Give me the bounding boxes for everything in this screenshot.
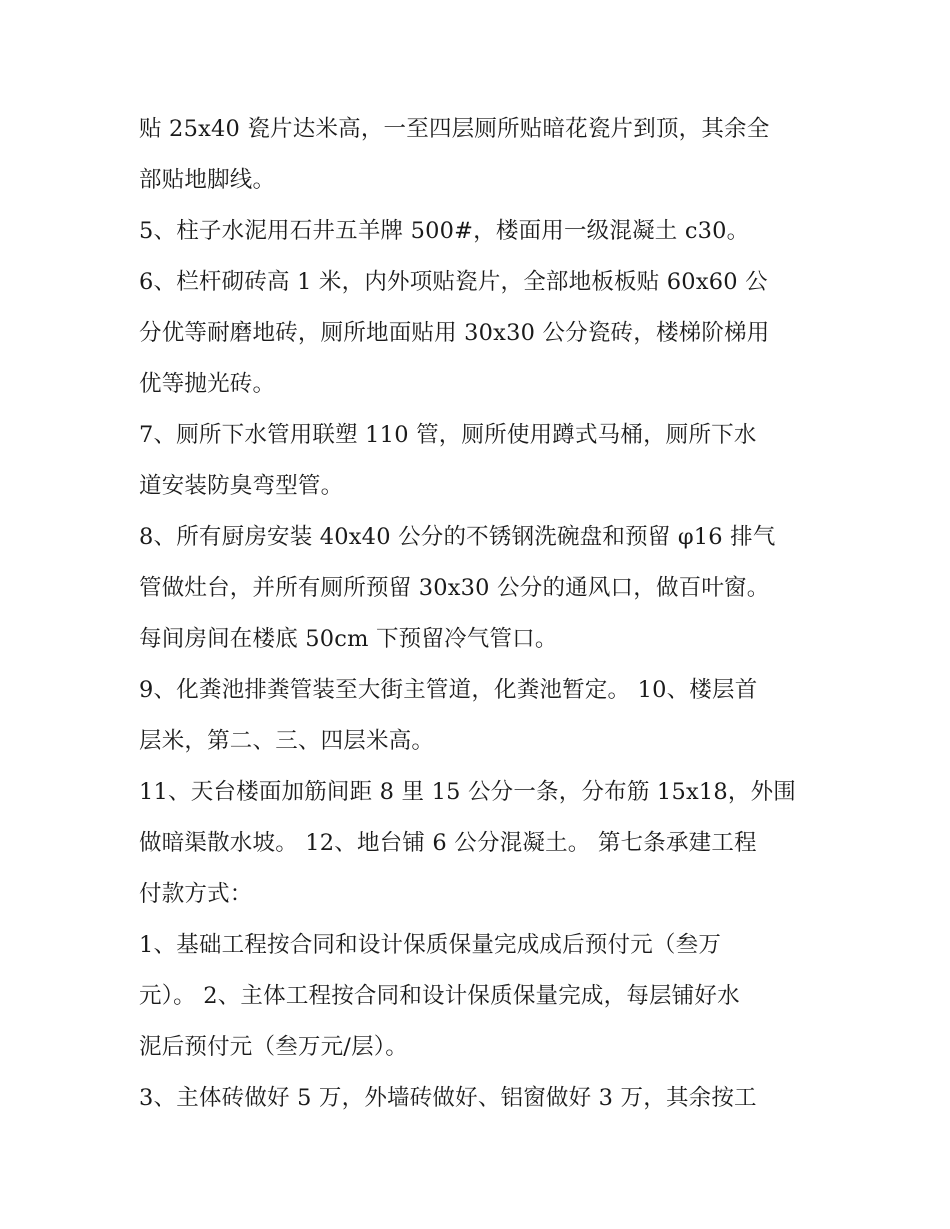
text-line: 8、所有厨房安装 40x40 公分的不锈钢洗碗盘和预留 φ16 排气 bbox=[139, 524, 776, 550]
text-line: 优等抛光砖。 bbox=[139, 371, 276, 397]
text-line: 做暗渠散水坡。 12、地台铺 6 公分混凝土。 第七条承建工程 bbox=[139, 830, 757, 856]
text-line: 层米，第二、三、四层米高。 bbox=[139, 728, 435, 754]
text-line: 部贴地脚线。 bbox=[139, 167, 276, 193]
text-line: 7、厕所下水管用联塑 110 管，厕所使用蹲式马桶，厕所下水 bbox=[139, 422, 757, 448]
text-line: 5、柱子水泥用石井五羊牌 500#，楼面用一级混凝土 c30。 bbox=[139, 218, 750, 244]
text-line: 泥后预付元（叁万元/层）。 bbox=[139, 1034, 408, 1060]
document-body bbox=[139, 104, 819, 1124]
text-line: 管做灶台，并所有厕所预留 30x30 公分的通风口，做百叶窗。 bbox=[139, 575, 770, 601]
text-line: 道安装防臭弯型管。 bbox=[139, 473, 344, 499]
text-line: 3、主体砖做好 5 万，外墙砖做好、铝窗做好 3 万，其余按工 bbox=[139, 1085, 757, 1111]
text-line: 1、基础工程按合同和设计保质保量完成成后预付元（叁万 bbox=[139, 932, 722, 958]
text-line: 6、栏杆砌砖高 1 米，内外项贴瓷片，全部地板板贴 60x60 公 bbox=[139, 269, 768, 295]
text-line: 9、化粪池排粪管装至大街主管道，化粪池暂定。 10、楼层首 bbox=[139, 677, 758, 703]
text-line: 付款方式： bbox=[139, 881, 253, 907]
text-line: 分优等耐磨地砖，厕所地面贴用 30x30 公分瓷砖，楼梯阶梯用 bbox=[139, 320, 770, 346]
text-line: 11、天台楼面加筋间距 8 里 15 公分一条，分布筋 15x18，外围 bbox=[139, 779, 796, 805]
text-line: 贴 25x40 瓷片达米高，一至四层厕所贴暗花瓷片到顶，其余全 bbox=[139, 116, 770, 142]
text-line: 每间房间在楼底 50cm 下预留冷气管口。 bbox=[139, 626, 558, 652]
text-line: 元）。 2、主体工程按合同和设计保质保量完成，每层铺好水 bbox=[139, 983, 740, 1009]
